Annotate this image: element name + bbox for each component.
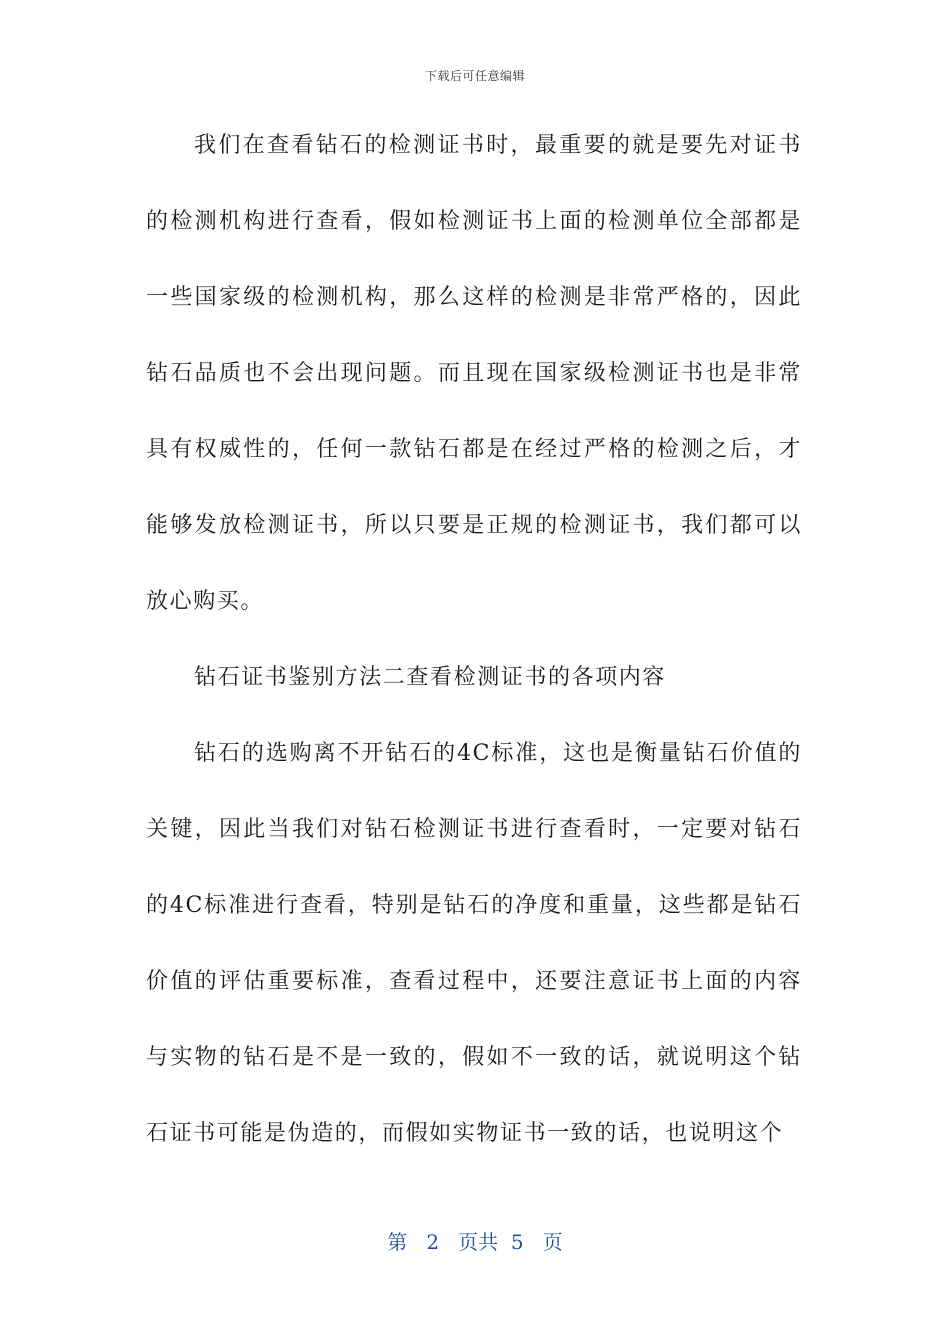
document-body bbox=[146, 108, 802, 1172]
footer-label-total: 页共 bbox=[458, 1230, 499, 1254]
footer-label-end: 页 bbox=[542, 1230, 563, 1254]
page-header: 下载后可任意编辑 bbox=[424, 69, 525, 83]
paragraph-4c-standard: 钻石的选购离不开钻石的4C标准，这也是衡量钻石价值的关键，因此当我们对钻石检测证书进行查看时，一定要对钻石的4C标准进行查看，特别是钻石的净度和重量，这些都是钻石价值的评估重要标准，查看过程中，还要注意证书上面的内容与实物的钻石是不是一致的，假如不一致的话，就说明这个钻石证书可能是伪造的，而假如实物证书一致的话，也说明这个 bbox=[146, 741, 802, 1146]
page-footer bbox=[0, 1226, 950, 1255]
footer-current-page: 2 bbox=[426, 1230, 440, 1254]
paragraph-certificate-agency: 我们在查看钻石的检测证书时，最重要的就是要先对证书的检测机构进行查看，假如检测证书上面的检测单位全部都是一些国家级的检测机构，那么这样的检测是非常严格的，因此钻石品质也不会出现问题。而且现在国家级检测证书也是非常具有权威性的，任何一款钻石都是在经过严格的检测之后，才能够发放检测证书，所以只要是正规的检测证书，我们都可以放心购买。 bbox=[146, 133, 802, 614]
footer-label-page: 第 bbox=[387, 1230, 408, 1254]
footer-total-pages: 5 bbox=[510, 1230, 524, 1254]
paragraph-section-heading: 钻石证书鉴别方法二查看检测证书的各项内容 bbox=[194, 665, 667, 690]
